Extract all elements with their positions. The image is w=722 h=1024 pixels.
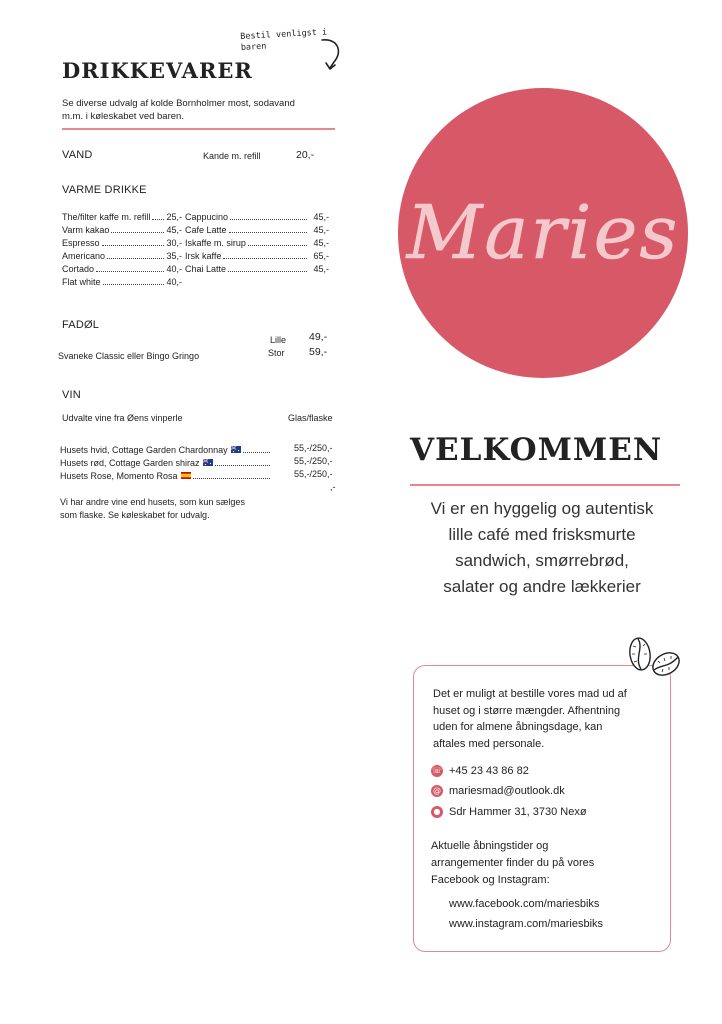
- wine-price: 55,-/250,-: [294, 443, 333, 453]
- tagline-line2: lille café med frisksmurte: [448, 525, 636, 544]
- drinks-intro: [62, 97, 332, 123]
- wine-price: 55,-/250,-: [294, 456, 333, 466]
- social-info-line3: Facebook og Instagram:: [431, 874, 550, 886]
- welcome-tagline: [400, 496, 684, 600]
- vin-heading: VIN: [62, 389, 81, 401]
- australia-flag-icon: [231, 446, 241, 453]
- menu-item: The/filter kaffe m. refill 25,-: [62, 212, 182, 222]
- address-text: Sdr Hammer 31, 3730 Nexø: [449, 806, 587, 818]
- instagram-link[interactable]: www.instagram.com/mariesbiks: [449, 918, 604, 930]
- social-info-line2: arrangementer finder du på vores: [431, 857, 595, 869]
- vin-subtitle: Udvalte vine fra Øens vinperle: [62, 413, 183, 423]
- menu-item: Cafe Latte 45,-: [185, 225, 329, 235]
- vand-price: 20,-: [296, 149, 315, 161]
- logo-text: Maries: [406, 190, 680, 276]
- welcome-title: VELKOMMEN: [410, 432, 663, 468]
- order-info-line4: aftales med personale.: [433, 737, 545, 750]
- menu-item: Varm kakao 45,-: [62, 225, 182, 235]
- australia-flag-icon: [203, 459, 213, 466]
- wine-row: Husets Rose, Momento Rosa: [60, 470, 272, 483]
- varme-heading: VARME DRIKKE: [62, 184, 147, 196]
- menu-item: Flat white 40,-: [62, 277, 182, 287]
- location-pin-icon: ●: [431, 806, 443, 818]
- vin-note-line2: som flaske. Se køleskabet for udvalg.: [60, 510, 210, 520]
- coffee-beans-icon: [624, 634, 684, 682]
- spain-flag-icon: [181, 472, 191, 479]
- social-info-line1: Aktuelle åbningstider og: [431, 840, 549, 852]
- order-info: [433, 686, 658, 752]
- tagline-line1: Vi er en hyggelig og autentisk: [430, 499, 654, 518]
- wine-row: Husets rød, Cottage Garden shiraz: [60, 457, 272, 470]
- email-icon: @: [433, 786, 441, 795]
- fadoel-item: Svaneke Classic eller Bingo Gringo: [58, 351, 200, 361]
- phone-text[interactable]: +45 23 43 86 82: [449, 765, 529, 777]
- wine-extra-price: ,-: [330, 482, 336, 492]
- fadoel-price-small: 49,-: [309, 331, 328, 343]
- email-text[interactable]: mariesmad@outlook.dk: [449, 785, 565, 797]
- vand-heading: VAND: [62, 149, 93, 161]
- drinks-intro-line2: m.m. i køleskabet ved baren.: [62, 111, 184, 122]
- order-info-line3: uden for almene åbningsdage, kan: [433, 721, 603, 733]
- wine-price: 55,-/250,-: [294, 469, 333, 479]
- menu-item: Cortado 40,-: [62, 264, 182, 274]
- curved-arrow-icon: [318, 36, 344, 74]
- wine-row: Husets hvid, Cottage Garden Chardonnay: [60, 444, 272, 457]
- menu-item: Cappucino 45,-: [185, 212, 329, 222]
- fadoel-size-large: Stor: [268, 348, 285, 358]
- drinks-divider: [62, 128, 335, 130]
- vin-note: [60, 496, 245, 522]
- social-info: [431, 838, 656, 889]
- menu-item: Americano 35,-: [62, 251, 182, 261]
- menu-item: Iskaffe m. sirup 45,-: [185, 238, 329, 248]
- menu-item: Irsk kaffe 65,-: [185, 251, 329, 261]
- order-note-line1: Bestil venligst i: [240, 27, 328, 42]
- order-info-line2: huset og i større mængder. Afhentning: [433, 704, 621, 717]
- contact-address: [431, 806, 587, 818]
- maries-logo: [406, 170, 680, 290]
- order-info-line1: Det er muligt at bestille vores mad ud af: [433, 688, 627, 700]
- tagline-line4: salater og andre lækkerier: [443, 577, 641, 596]
- order-note: [240, 27, 328, 54]
- welcome-divider: [410, 484, 680, 486]
- contact-email: [431, 785, 565, 797]
- facebook-link[interactable]: www.facebook.com/mariesbiks: [449, 898, 600, 910]
- fadoel-heading: FADØL: [62, 319, 100, 331]
- fadoel-size-small: Lille: [270, 335, 287, 345]
- vand-item: Kande m. refill: [203, 151, 261, 161]
- drinks-intro-line1: Se diverse udvalg af kolde Bornholmer most, sodavand: [62, 98, 295, 109]
- drinks-title: DRIKKEVARER: [62, 58, 253, 83]
- vin-price-header: Glas/flaske: [288, 413, 333, 423]
- fadoel-price-large: 59,-: [309, 346, 328, 358]
- menu-item: Chai Latte 45,-: [185, 264, 329, 274]
- vin-note-line1: Vi har andre vine end husets, som kun sælges: [60, 497, 245, 507]
- menu-item: Espresso 30,-: [62, 238, 182, 248]
- phone-icon: ☏: [431, 766, 442, 775]
- tagline-line3: sandwich, smørrebrød,: [455, 551, 629, 570]
- order-note-line2: baren: [240, 41, 267, 53]
- contact-phone: [431, 765, 529, 777]
